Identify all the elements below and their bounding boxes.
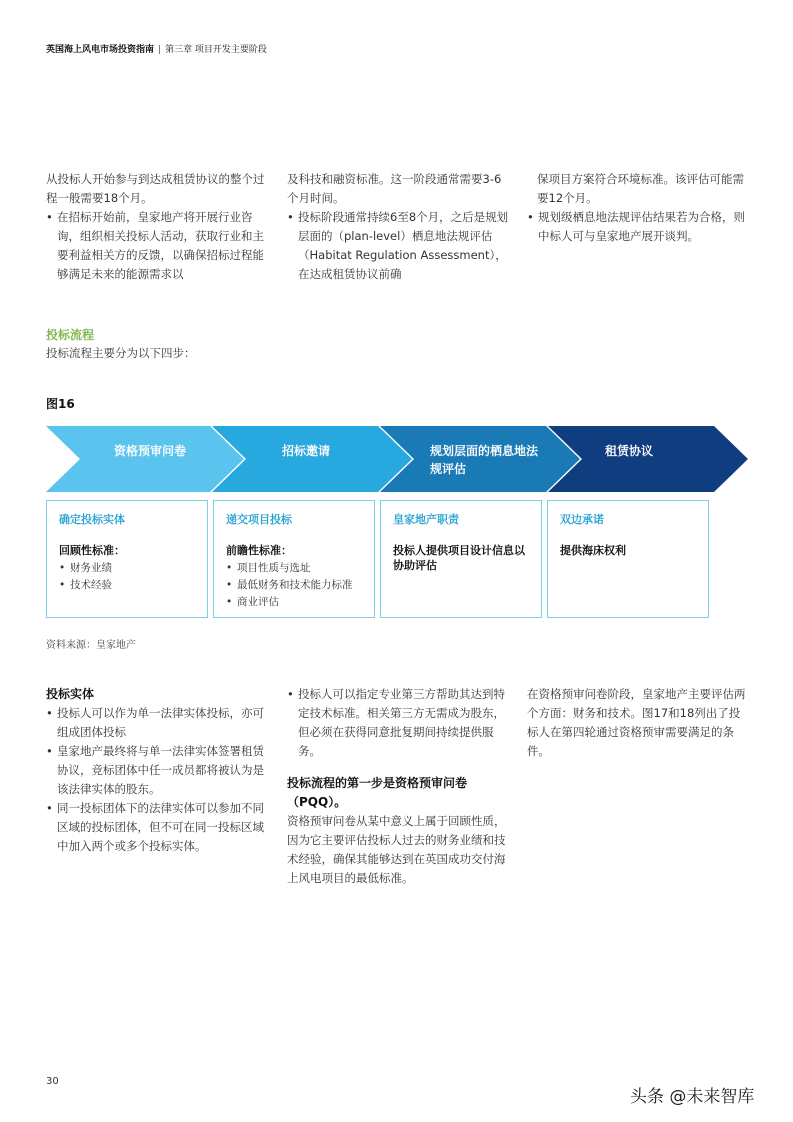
chapter-title: 第三章 项目开发主要阶段 (165, 45, 267, 55)
figure-label: 图16 (46, 397, 75, 411)
section-heading-entity: 投标实体 (46, 687, 95, 701)
step-label-2: 招标邀请 (281, 444, 330, 458)
guide-title: 英国海上风电市场投资指南 (46, 45, 155, 55)
bottom-column-3 (527, 685, 749, 761)
process-flow (46, 426, 750, 492)
card-item: • 最低财务和技术能力标准 (226, 577, 362, 594)
paragraph: 在资格预审问卷阶段，皇家地产主要评估两个方面：财务和技术。图17和18列出了投标人在第四轮通过资格预审需要满足的条件。 (527, 687, 746, 758)
card-item: • 商业评估 (226, 594, 362, 611)
card-subtitle: 投标人提供项目设计信息以协助评估 (393, 544, 525, 572)
bottom-column-1 (46, 685, 268, 856)
bullet-item: • 同一投标团体下的法律实体可以参加不同区域的投标团体，但不可在同一投标区域中加入两个或多个投标实体。 (46, 799, 268, 856)
watermark: 头条 @未来智库 (630, 1087, 755, 1107)
card-item: • 财务业绩 (59, 560, 195, 577)
card-title: 双边承诺 (560, 513, 604, 526)
step-label-3: 规划层面的栖息地法规评估 (430, 444, 539, 476)
top-column-3 (527, 170, 749, 246)
card-1 (46, 500, 208, 618)
top-column-1 (46, 170, 268, 284)
card-item: • 技术经验 (59, 577, 195, 594)
paragraph: 及科技和融资标准。这一阶段通常需要3-6个月时间。 (287, 172, 502, 205)
top-column-2 (287, 170, 509, 284)
header-separator: | (158, 45, 162, 55)
pqq-heading: 投标流程的第一步是资格预审问卷（PQQ）。 (287, 776, 468, 809)
bullet-item: • 规划级栖息地法规评估结果若为合格，则中标人可与皇家地产展开谈判。 (527, 208, 749, 246)
card-item: • 项目性质与选址 (226, 560, 362, 577)
paragraph: 保项目方案符合环境标准。该评估可能需要12个月。 (537, 172, 744, 205)
step-label-4: 租赁协议 (604, 444, 653, 458)
bullet-item: • 皇家地产最终将与单一法律实体签署租赁协议，竞标团体中任一成员都将被认为是该法律实体的股东。 (46, 742, 268, 799)
card-subtitle: 回顾性标准： (59, 544, 125, 557)
card-title: 皇家地产职责 (393, 513, 459, 526)
bullet-item: • 投标人可以指定专业第三方帮助其达到特定技术标准。相关第三方无需成为股东，但必须在获得同意批复期间持续提供服务。 (287, 685, 509, 761)
paragraph: 从投标人开始参与到达成租赁协议的整个过程一般需要18个月。 (46, 172, 265, 205)
card-subtitle: 前瞻性标准： (226, 544, 292, 557)
card-title: 递交项目投标 (226, 513, 292, 526)
card-3 (380, 500, 542, 618)
card-4 (547, 500, 709, 618)
page-number: 30 (46, 1076, 59, 1087)
bullet-item: • 在招标开始前，皇家地产将开展行业咨询，组织相关投标人活动，获取行业和主要利益相关方的反馈，以确保招标过程能够满足未来的能源需求以 (46, 208, 268, 284)
figure-source: 资料来源：皇家地产 (46, 640, 136, 651)
paragraph: 资格预审问卷从某中意义上属于回顾性质，因为它主要评估投标人过去的财务业绩和技术经验，确保其能够达到在英国成功交付海上风电项目的最低标准。 (287, 814, 506, 885)
bullet-item: • 投标人可以作为单一法律实体投标，亦可组成团体投标 (46, 704, 268, 742)
process-intro: 投标流程主要分为以下四步： (46, 346, 196, 360)
card-2 (213, 500, 375, 618)
bottom-column-2 (287, 685, 509, 888)
card-subtitle: 提供海床权利 (560, 544, 626, 557)
section-heading-process: 投标流程 (46, 328, 95, 342)
card-title: 确定投标实体 (59, 513, 125, 526)
running-header (46, 42, 267, 55)
bullet-item: • 投标阶段通常持续6至8个月，之后是规划层面的（plan-level）栖息地法规评估（Habitat Regulation Assessment），在达成租赁协议前确 (287, 208, 509, 284)
step-label-1: 资格预审问卷 (113, 444, 186, 458)
